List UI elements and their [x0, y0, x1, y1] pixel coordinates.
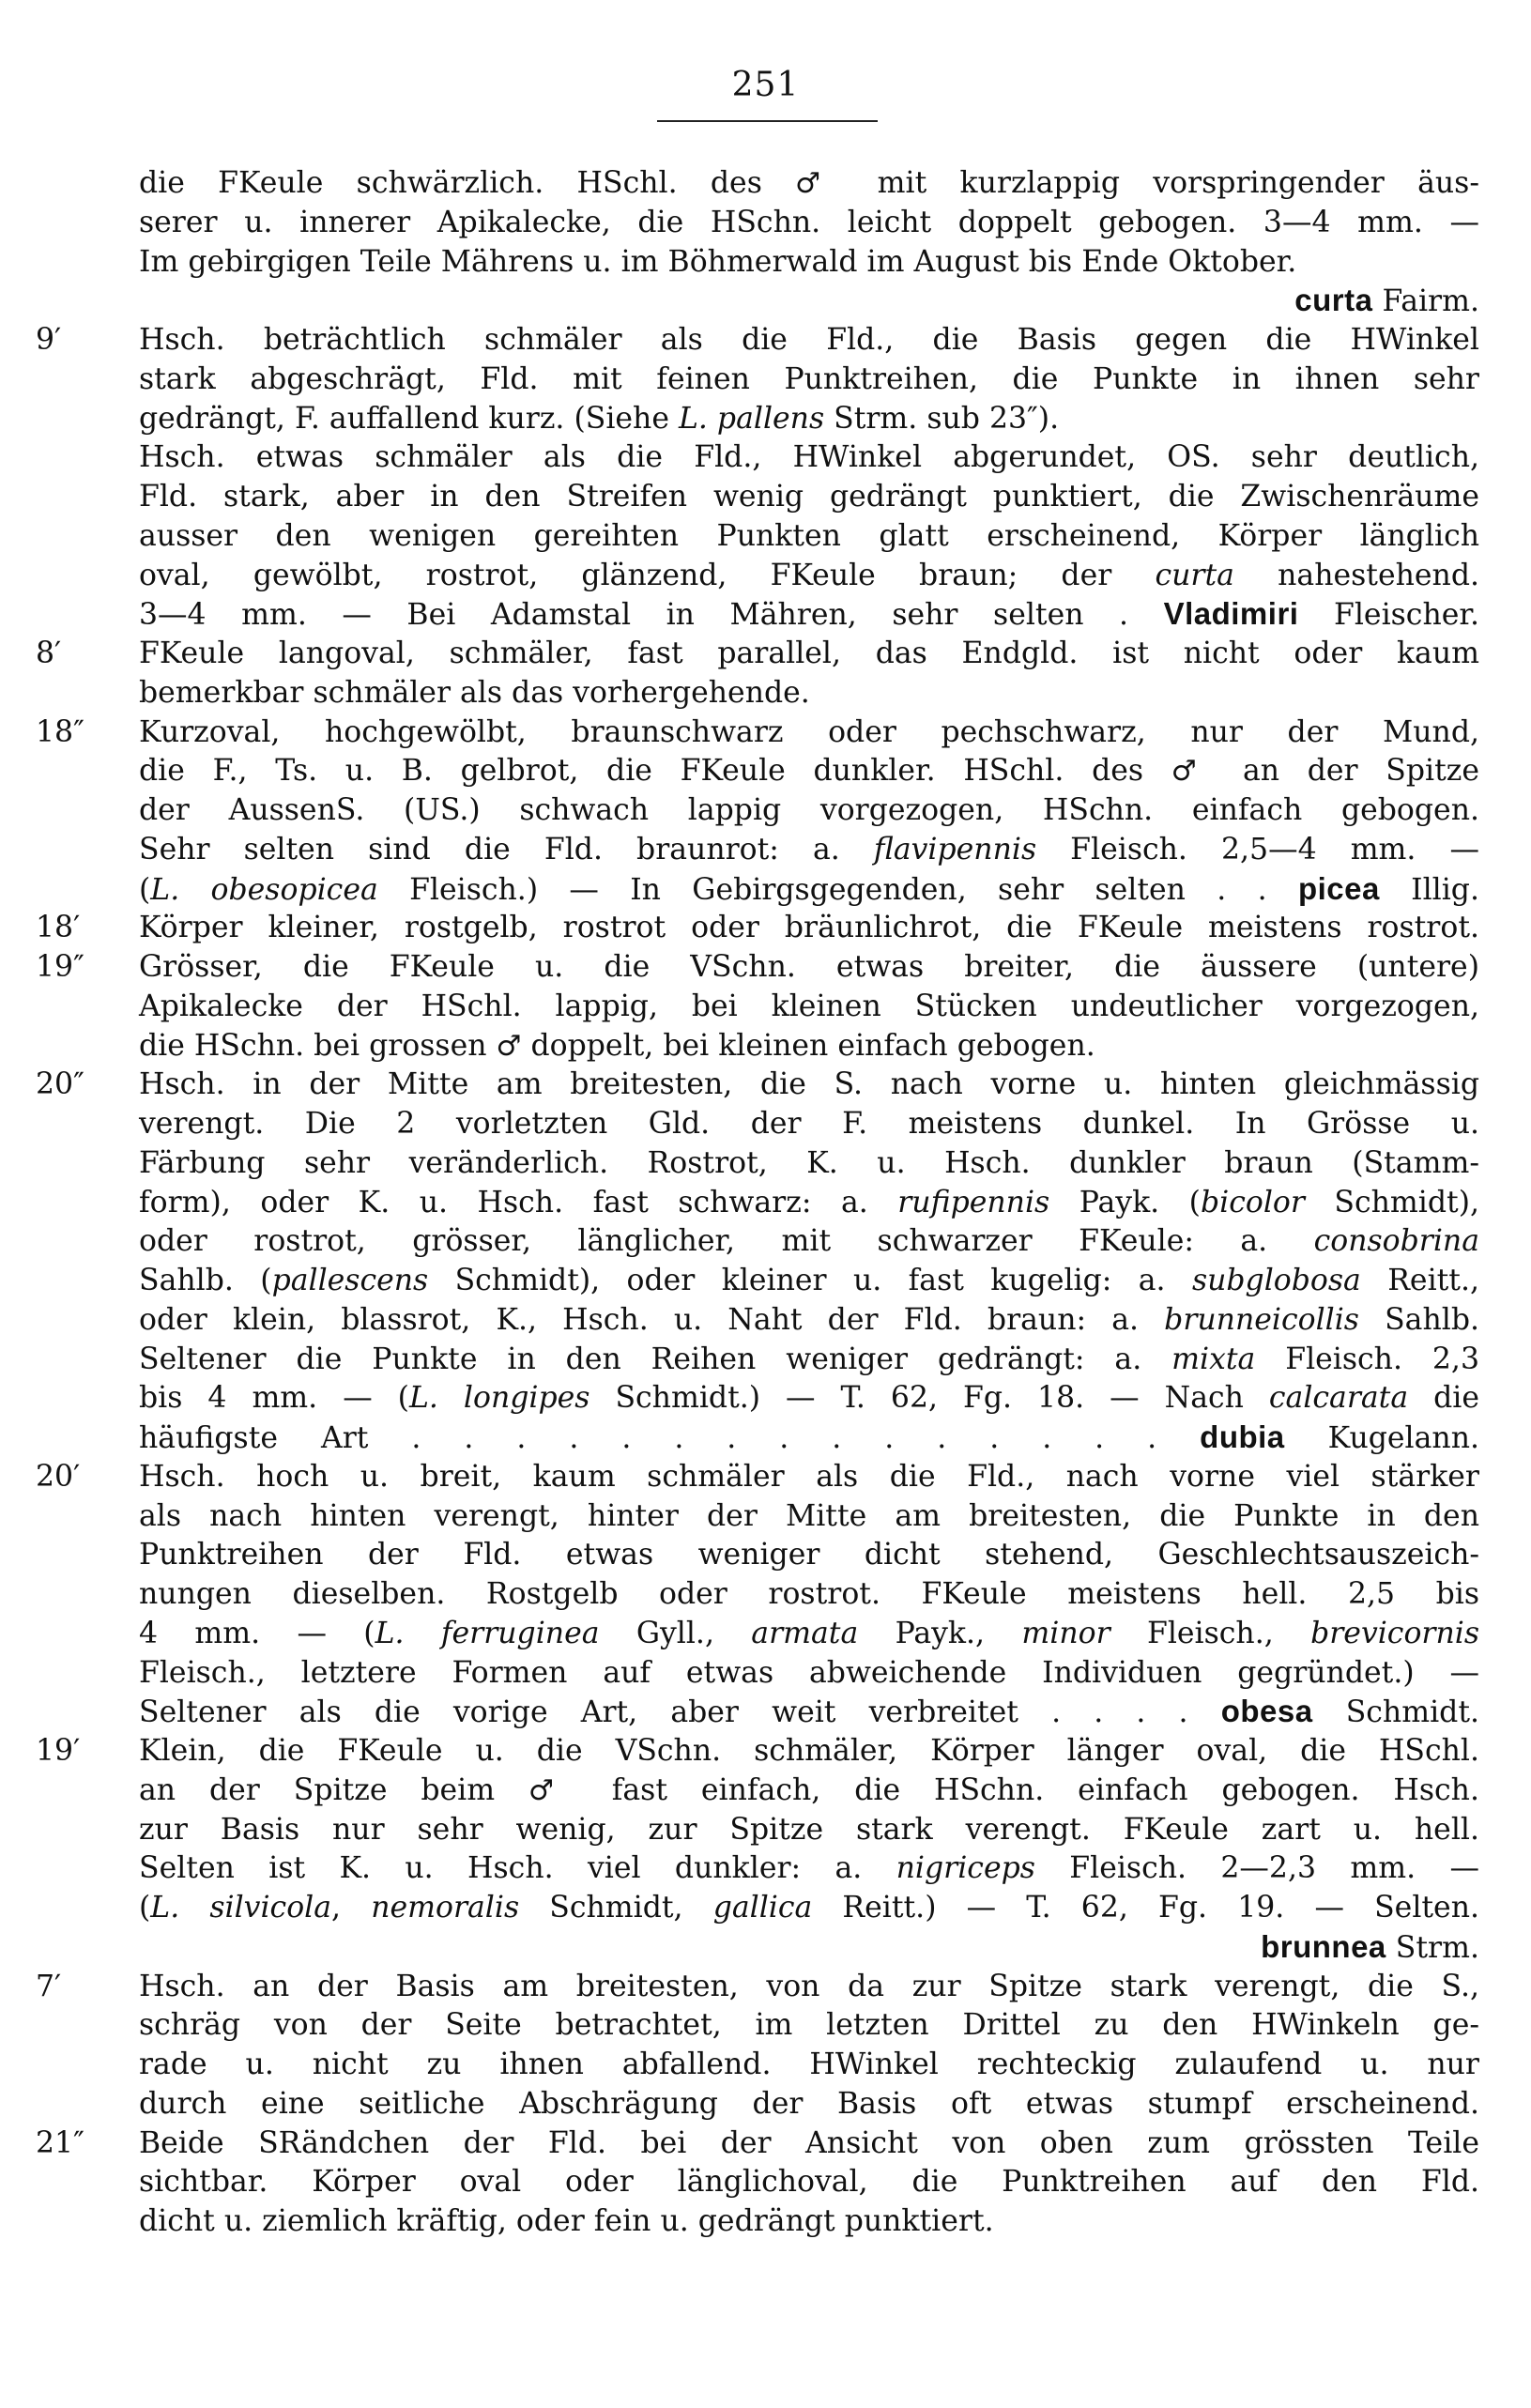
text-line [139, 867, 1479, 911]
text-line [139, 789, 1479, 832]
text-segment: an der Spitze [1215, 754, 1480, 788]
text-segment: form), oder K. u. Hsch. fast schwarz: a. [139, 1186, 898, 1219]
text-line [139, 475, 1479, 518]
text-segment: gedrängt, F. auffallend kurz. (Siehe [139, 402, 679, 436]
species-name: Vladimiri [1163, 596, 1299, 631]
text-segment: Kugelann. [1284, 1421, 1480, 1455]
text-segment: Fleisch. 2—2,3 mm. — [1034, 1851, 1479, 1885]
text-line [139, 2160, 1479, 2203]
italic-name: mixta [1171, 1342, 1256, 1376]
italic-name: curta [1155, 559, 1234, 592]
text-segment: Strm. sub 23″). [824, 402, 1060, 436]
couplet-number: 18″ [36, 715, 84, 749]
text-segment: 3—4 mm. — Bei Adamstal in Mähren, sehr selten . [139, 598, 1164, 632]
text-segment: 4 mm. — ( [139, 1617, 375, 1650]
text-segment: Gyll., [599, 1617, 752, 1650]
text-segment: Grösser, die FKeule u. die VSchn. etwas breiter, die äussere (untere) [139, 950, 1479, 984]
couplet-number: 8′ [36, 637, 62, 670]
text-line [139, 1024, 1479, 1067]
text-line [139, 828, 1479, 871]
italic-name: calcarata [1268, 1381, 1409, 1415]
text-segment: Fleisch. 2,3 [1255, 1342, 1479, 1376]
species-name: picea [1297, 871, 1380, 906]
text-line [139, 749, 1479, 792]
text-segment: Beide SRändchen der Fld. bei der Ansicht von oben zum grössten Teile [139, 2126, 1479, 2160]
text-segment: Im gebirgigen Teile Mährens u. im Böhmerwald im August bis Ende Oktober. [139, 245, 1297, 279]
text-segment: Hsch. etwas schmäler als die Fld., HWinkel abgerundet, OS. sehr deutlich, [139, 440, 1479, 474]
text-line [139, 1298, 1479, 1342]
text-segment: durch eine seitliche Abschrägung der Basis oft etwas stumpf erscheinend. [139, 2087, 1479, 2121]
text-segment: nahestehend. [1233, 559, 1479, 592]
text-line [139, 1847, 1479, 1890]
text-segment: Reitt., [1360, 1264, 1479, 1297]
text-line [139, 945, 1479, 989]
text-line [139, 1142, 1479, 1185]
text-line [139, 2043, 1479, 2086]
text-segment: die [1408, 1381, 1479, 1415]
couplet-number: 21″ [36, 2126, 84, 2160]
text-segment: rade u. nicht zu ihnen abfallend. HWinkel rechteckig zulaufend u. nur [139, 2048, 1479, 2081]
text-segment: an der Spitze beim [139, 1773, 529, 1807]
text-line [139, 1495, 1479, 1538]
text-segment: serer u. innerer Apikalecke, die HSchn. leicht doppelt gebogen. 3—4 mm. — [139, 206, 1479, 239]
text-segment: dicht u. ziemlich kräftig, oder fein u. gedrängt punktiert. [139, 2204, 994, 2238]
species-name: obesa [1220, 1694, 1313, 1728]
text-line [139, 397, 1479, 440]
italic-name: L. longipes [408, 1381, 590, 1415]
text-line [139, 1455, 1479, 1498]
text-line [139, 2122, 1479, 2165]
text-line [139, 161, 1479, 205]
text-segment: Klein, die FKeule u. die VSchn. schmäler, Körper länger oval, die HSchl. [139, 1734, 1479, 1768]
text-line [139, 2082, 1479, 2125]
page-number-rule [657, 120, 878, 122]
text-line [139, 358, 1479, 401]
text-line [139, 554, 1479, 597]
italic-name: L. silvicola [150, 1891, 332, 1925]
couplet-number: 7′ [36, 1970, 62, 2003]
text-line [139, 240, 1479, 284]
text-segment: oder rostrot, grösser, länglicher, mit schwarzer FKeule: a. [139, 1224, 1314, 1258]
text-segment: Fleisch., letztere Formen auf etwas abweichende Individuen gegründet.) — [139, 1656, 1479, 1690]
text-segment: oval, gewölbt, rostrot, glänzend, FKeule braun; der [139, 559, 1156, 592]
page-number: 251 [731, 66, 800, 104]
text-segment: Schmidt), oder kleiner u. fast kugelig: a. [428, 1264, 1192, 1297]
couplet-number: 19″ [36, 950, 84, 984]
text-segment: ( [139, 1891, 151, 1925]
text-segment: Fleisch., [1110, 1617, 1311, 1650]
text-line [139, 1729, 1479, 1772]
text-segment: Färbung sehr veränderlich. Rostrot, K. u. Hsch. dunkler braun (Stamm- [139, 1146, 1479, 1180]
text-line [139, 592, 1479, 636]
text-segment: der AussenS. (US.) schwach lappig vorgezogen, HSchn. einfach gebogen. [139, 793, 1479, 827]
text-segment: Strm. [1386, 1931, 1479, 1965]
italic-name: gallica [712, 1891, 813, 1925]
couplet-number: 20″ [36, 1067, 84, 1101]
male-symbol: ♂ [1171, 755, 1216, 788]
text-segment: sichtbar. Körper oval oder länglichoval, die Punktreihen auf den Fld. [139, 2165, 1479, 2199]
male-symbol: ♂ [496, 1030, 522, 1063]
species-name: curta [1294, 283, 1373, 317]
italic-name: brevicornis [1310, 1617, 1480, 1650]
text-segment: die FKeule schwärzlich. HSchl. des [139, 166, 796, 200]
male-symbol: ♂ [795, 167, 845, 200]
text-line [139, 1181, 1479, 1224]
text-line [139, 671, 1479, 714]
text-line [139, 1338, 1479, 1381]
italic-name: nigriceps [896, 1851, 1035, 1885]
text-segment: Körper kleiner, rostgelb, rostrot oder bräunlichrot, die FKeule meistens rostrot. [139, 911, 1479, 944]
text-segment: bemerkbar schmäler als das vorhergehende. [139, 676, 810, 710]
italic-name: subglobosa [1191, 1264, 1361, 1297]
text-line [139, 1572, 1479, 1616]
text-segment: Hsch. in der Mitte am breitesten, die S. nach vorne u. hinten gleichmässig [139, 1067, 1479, 1101]
text-segment: Payk. ( [1049, 1186, 1201, 1219]
species-name: dubia [1200, 1419, 1285, 1454]
text-line [139, 1376, 1479, 1419]
text-segment: Fleischer. [1298, 598, 1479, 632]
text-segment: als nach hinten verengt, hinter der Mitte am breitesten, die Punkte in den [139, 1499, 1479, 1533]
italic-name: flavipennis [873, 833, 1037, 867]
text-segment: stark abgeschrägt, Fld. mit feinen Punktreihen, die Punkte in ihnen sehr [139, 362, 1479, 396]
text-line [139, 1886, 1479, 1929]
text-line [139, 1533, 1479, 1576]
text-line [139, 1769, 1479, 1812]
italic-name: rufipennis [897, 1186, 1050, 1219]
italic-name: consobrina [1313, 1224, 1479, 1258]
text-segment: Seltener die Punkte in den Reihen weniger gedrängt: a. [139, 1342, 1172, 1376]
text-segment: Fleisch. 2,5—4 mm. — [1036, 833, 1480, 867]
text-line [139, 1965, 1479, 2008]
text-line [139, 2200, 1479, 2243]
couplet-number: 19′ [36, 1734, 81, 1768]
text-segment: Seltener als die vorige Art, aber weit verbreitet . . . . [139, 1695, 1221, 1729]
male-symbol: ♂ [528, 1774, 578, 1807]
text-segment: häufigste Art . . . . . . . . . . . . . . . [139, 1421, 1201, 1455]
text-segment: bis 4 mm. — ( [139, 1381, 409, 1415]
text-segment: Fairm. [1372, 284, 1479, 318]
text-segment: doppelt, bei kleinen einfach gebogen. [521, 1029, 1095, 1063]
text-line [139, 201, 1479, 244]
text-segment: nungen dieselben. Rostgelb oder rostrot. FKeule meistens hell. 2,5 bis [139, 1577, 1479, 1611]
italic-name: brunneicollis [1164, 1303, 1359, 1337]
text-line [139, 436, 1479, 479]
text-line [139, 1651, 1479, 1695]
text-segment: Sahlb. ( [139, 1264, 272, 1297]
text-line [139, 906, 1479, 949]
couplet-number: 9′ [36, 323, 62, 357]
text-segment: mit kurzlappig vorspringender äus- [844, 166, 1479, 200]
text-line [139, 632, 1479, 675]
text-segment: Punktreihen der Fld. etwas weniger dicht stehend, Geschlechtsauszeich- [139, 1538, 1479, 1572]
text-segment: die HSchn. bei grossen [139, 1029, 497, 1063]
text-segment: Apikalecke der HSchl. lappig, bei kleinen Stücken undeutlicher vorgezogen, [139, 989, 1479, 1023]
text-line [139, 1219, 1479, 1263]
text-segment: Hsch. an der Basis am breitesten, von da zur Spitze stark verengt, die S., [139, 1970, 1479, 2003]
text-segment: Illig. [1379, 873, 1479, 907]
text-line [139, 711, 1479, 754]
text-segment: Schmidt. [1312, 1695, 1479, 1729]
italic-name: L. pallens [678, 402, 825, 436]
text-segment: oder klein, blassrot, K., Hsch. u. Naht der Fld. braun: a. [139, 1303, 1165, 1337]
text-line [139, 985, 1479, 1028]
couplet-number: 20′ [36, 1460, 81, 1494]
text-line [139, 1808, 1479, 1851]
text-segment: Kurzoval, hochgewölbt, braunschwarz oder pechschwarz, nur der Mund, [139, 715, 1479, 749]
text-line [139, 1690, 1479, 1733]
text-line [139, 1612, 1479, 1655]
text-segment: zur Basis nur sehr wenig, zur Spitze stark verengt. FKeule zart u. hell. [139, 1813, 1479, 1847]
species-name: brunnea [1261, 1929, 1386, 1964]
text-segment: Reitt.) — T. 62, Fg. 19. — Selten. [812, 1891, 1479, 1925]
text-segment: Selten ist K. u. Hsch. viel dunkler: a. [139, 1851, 896, 1885]
text-segment: Fleisch.) — In Gebirgsgegenden, sehr selten . . [377, 873, 1298, 907]
text-line [139, 1063, 1479, 1106]
text-segment: ausser den wenigen gereihten Punkten glatt erscheinend, Körper länglich [139, 519, 1479, 553]
text-segment: Sahlb. [1358, 1303, 1479, 1337]
text-segment: Payk., [858, 1617, 1022, 1650]
text-segment: Schmidt, [519, 1891, 713, 1925]
text-line [139, 1102, 1479, 1145]
italic-name: bicolor [1200, 1186, 1305, 1219]
text-segment: Schmidt), [1304, 1186, 1479, 1219]
text-segment: ( [139, 873, 151, 907]
couplet-number: 18′ [36, 911, 81, 944]
text-segment: die F., Ts. u. B. gelbrot, die FKeule dunkler. HSchl. des [139, 754, 1171, 788]
text-line [139, 514, 1479, 558]
text-segment: Hsch. beträchtlich schmäler als die Fld., die Basis gegen die HWinkel [139, 323, 1479, 357]
text-line [139, 2003, 1479, 2047]
italic-name: pallescens [271, 1264, 429, 1297]
text-segment: , [331, 1891, 372, 1925]
text-line [139, 279, 1479, 322]
text-segment: fast einfach, die HSchn. einfach gebogen. Hsch. [577, 1773, 1479, 1807]
text-segment: Fld. stark, aber in den Streifen wenig gedrängt punktiert, die Zwischenräume [139, 480, 1479, 514]
text-segment: schräg von der Seite betrachtet, im letzten Drittel zu den HWinkeln ge- [139, 2008, 1479, 2042]
italic-name: nemoralis [371, 1891, 520, 1925]
text-segment: verengt. Die 2 vorletzten Gld. der F. meistens dunkel. In Grösse u. [139, 1107, 1479, 1141]
text-line [139, 318, 1479, 361]
text-segment: Sehr selten sind die Fld. braunrot: a. [139, 833, 874, 867]
text-segment: Schmidt.) — T. 62, Fg. 18. — Nach [589, 1381, 1269, 1415]
text-line [139, 1925, 1479, 1969]
italic-name: armata [751, 1617, 859, 1650]
text-segment: FKeule langoval, schmäler, fast parallel, das Endgld. ist nicht oder kaum [139, 637, 1479, 670]
italic-name: L. ferruginea [375, 1617, 600, 1650]
italic-name: L. obesopicea [150, 873, 378, 907]
text-segment: Hsch. hoch u. breit, kaum schmäler als die Fld., nach vorne viel stärker [139, 1460, 1479, 1494]
italic-name: minor [1021, 1617, 1110, 1650]
text-line [139, 1259, 1479, 1302]
text-line [139, 1416, 1479, 1459]
